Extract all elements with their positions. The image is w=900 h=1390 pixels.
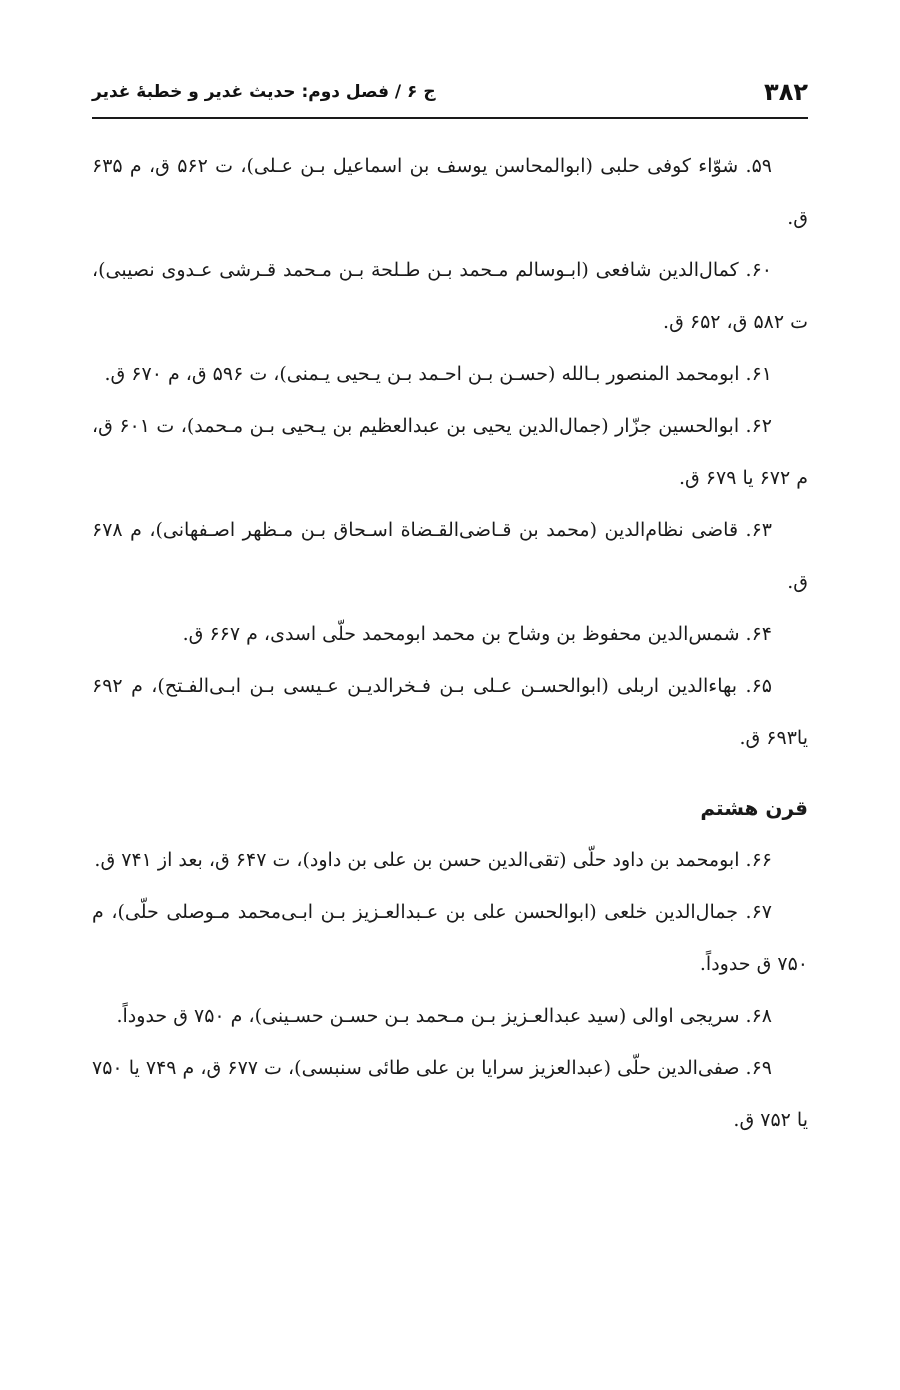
page-header [92, 70, 808, 114]
page-number: ۳۸۲ [764, 78, 808, 106]
list-item: ۶۷. جمال‌الدین خلعی (ابوالحسن علی بن عـبدالعـزیز بـن ابـی‌محمد مـوصلی حلّی)، م ۷۵۰ ق حدوداً. [92, 901, 808, 975]
list-item: ۶۳. قاضی نظام‌الدین (محمد بن قـاضی‌القـضاة اسـحاق بـن مـظهر اصـفهانی)، م ۶۷۸ ق. [92, 519, 808, 593]
list-item: ۶۸. سریجی اوالی (سید عبدالعـزیز بـن مـحمد بـن حسـن حسـینی)، م ۷۵۰ ق حدوداً. [116, 1005, 772, 1027]
list-item: ۵۹. شوّاء کوفی حلبی (ابوالمحاسن یوسف بن اسماعیل بـن عـلی)، ت ۵۶۲ ق، م ۶۳۵ ق. [92, 155, 808, 229]
header-divider [92, 117, 808, 119]
page-body [92, 140, 808, 1146]
list-item: ۶۹. صفی‌الدین حلّی (عبدالعزیز سرایا بن علی طائی سنبسی)، ت ۶۷۷ ق، م ۷۴۹ یا ۷۵۰ یا ۷۵۲ ق. [92, 1057, 808, 1131]
list-item: ۶۵. بهاءالدین اربلی (ابوالحسـن عـلی بـن فـخرالدیـن عـیسی بـن ابـی‌الفـتح)، م ۶۹۲ یا۶۹۳ ق. [92, 675, 808, 749]
list-item: ۶۲. ابوالحسین جزّار (جمال‌الدین یحیی بن عبدالعظیم بن یـحیی بـن مـحمد)، ت ۶۰۱ ق، م ۶۷۲ یا ۶۷۹ ق. [92, 415, 808, 489]
list-item: ۶۴. شمس‌الدین محفوظ بن وشاح بن محمد ابومحمد حلّی اسدی، م ۶۶۷ ق. [182, 623, 772, 645]
running-title: ج ۶ / فصل دوم: حدیث غدیر و خطبهٔ غدیر [92, 82, 436, 102]
list-item: ۶۰. کمال‌الدین شافعی (ابـوسالم مـحمد بـن طـلحة بـن مـحمد قـرشی عـدوی نصیبی)، ت ۵۸۲ ق، ۶۵۲ ق. [92, 259, 808, 333]
section-heading: قرن هشتم [700, 796, 808, 820]
list-item: ۶۶. ابومحمد بن داود حلّی (تقی‌الدین حسن بن علی بن داود)، ت ۶۴۷ ق، بعد از ۷۴۱ ق. [94, 849, 772, 871]
list-item: ۶۱. ابومحمد المنصور بـالله (حسـن بـن احـمد بـن یـحیی یـمنی)، ت ۵۹۶ ق، م ۶۷۰ ق. [104, 363, 772, 385]
